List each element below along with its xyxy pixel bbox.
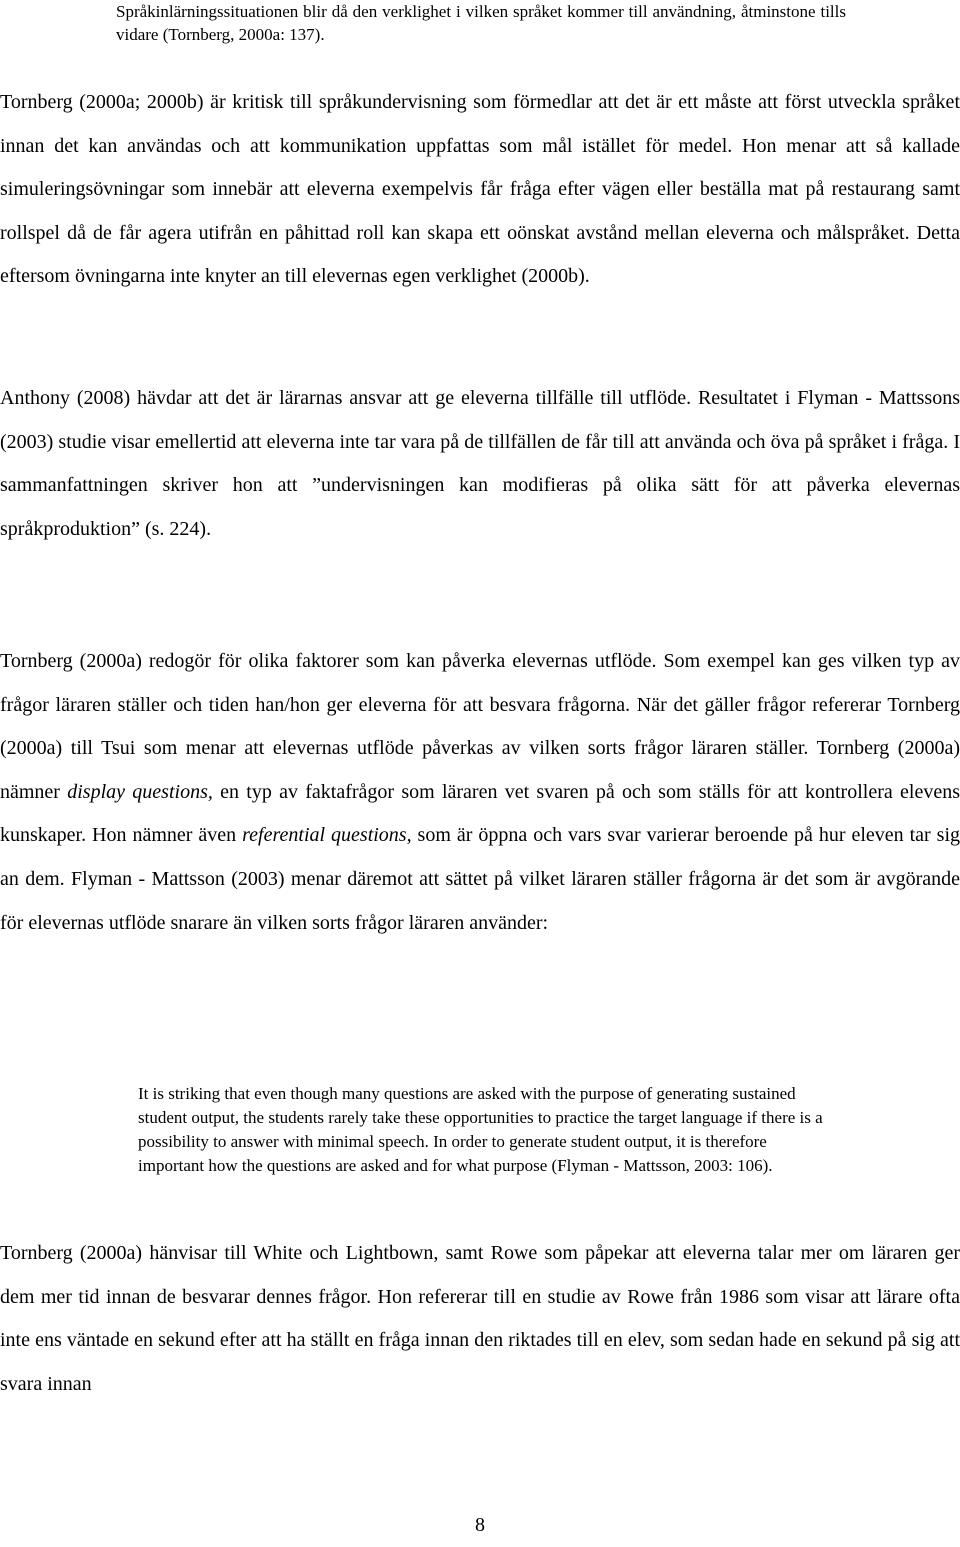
block-quote-flyman-mattsson: It is striking that even though many questions are asked with the purpose of generating sustained student output, the students rarely take these opportunities to practice the target language if there is a possibility to answer with minimal speech. In order to generate student output, it is therefore important how the questions are asked and for what purpose (Flyman - Mattsson, 2003: 106). (138, 1084, 823, 1175)
paragraph-wait-time: Tornberg (2000a) hänvisar till White och Lightbown, samt Rowe som påpekar att eleverna talar mer om läraren ger dem mer tid innan de besvarar dennes frågor. Hon refererar till en studie av Rowe från 1986 som visar att lärare ofta inte ens väntade en sekund efter att ha ställt en fråga innan den riktades till en elev, som sedan hade en sekund på sig att svara innan (0, 1242, 960, 1395)
paragraph-text-part-1: Tornberg (2000a) redogör för olika faktorer som kan påverka elevernas utflöde. Som exempel kan ges vilken typ av frågor läraren ställer och tiden han/hon ger eleverna för att besvara frågorna. När det gäller frågor refererar Tornberg (2000a) till Tsui som menar att elevernas utflöde påverkas av vilken sorts frågor läraren ställer. Tornberg (2000a) nämner (0, 650, 960, 803)
term-referential-questions: referential questions, (242, 824, 412, 847)
term-display-questions: display questions, (67, 780, 213, 803)
paragraph-tornberg-critique: Tornberg (2000a; 2000b) är kritisk till språkundervisning som förmedlar att det är ett måste att först utveckla språket innan det kan användas och att kommunikation uppfattas som mål istället för medel. Hon menar att så kallade simuleringsövningar som innebär att eleverna exempelvis får fråga efter vägen eller beställa mat på restaurang samt rollspel då de får agera utifrån en påhittad roll kan skapa ett oönskat avstånd mellan eleverna och målspråket. Detta eftersom övningarna inte knyter an till elevernas egen verklighet (2000b). (0, 91, 960, 288)
paragraph-question-types (0, 640, 960, 945)
paragraph-text-part-2: en typ av faktafrågor som läraren vet svaren på och som ställs för att kontrollera elevens kunskaper. Hon nämner även (0, 780, 960, 847)
page-number: 8 (475, 1514, 485, 1536)
top-block-quote: Språkinlärningssituationen blir då den verklighet i vilken språket kommer till användning, åtminstone tills vidare (Tornberg, 2000a: 137). (116, 2, 846, 44)
paragraph-anthony: Anthony (2008) hävdar att det är lärarnas ansvar att ge eleverna tillfälle till utflöde. Resultatet i Flyman - Mattssons (2003) studie visar emellertid att eleverna inte tar vara på de tillfällen de får till att använda och öva på språket i fråga. I sammanfattningen skriver hon att ”undervisningen kan modifieras på olika sätt för att påverka elevernas språkproduktion” (s. 224). (0, 387, 960, 540)
paragraph-text-part-3: som är öppna och vars svar varierar beroende på hur eleven tar sig an dem. Flyman - Mattsson (2003) menar däremot att sättet på vilket läraren ställer frågorna är det som är avgörande för elevernas utflöde snarare än vilken sorts frågor läraren använder: (0, 824, 960, 934)
